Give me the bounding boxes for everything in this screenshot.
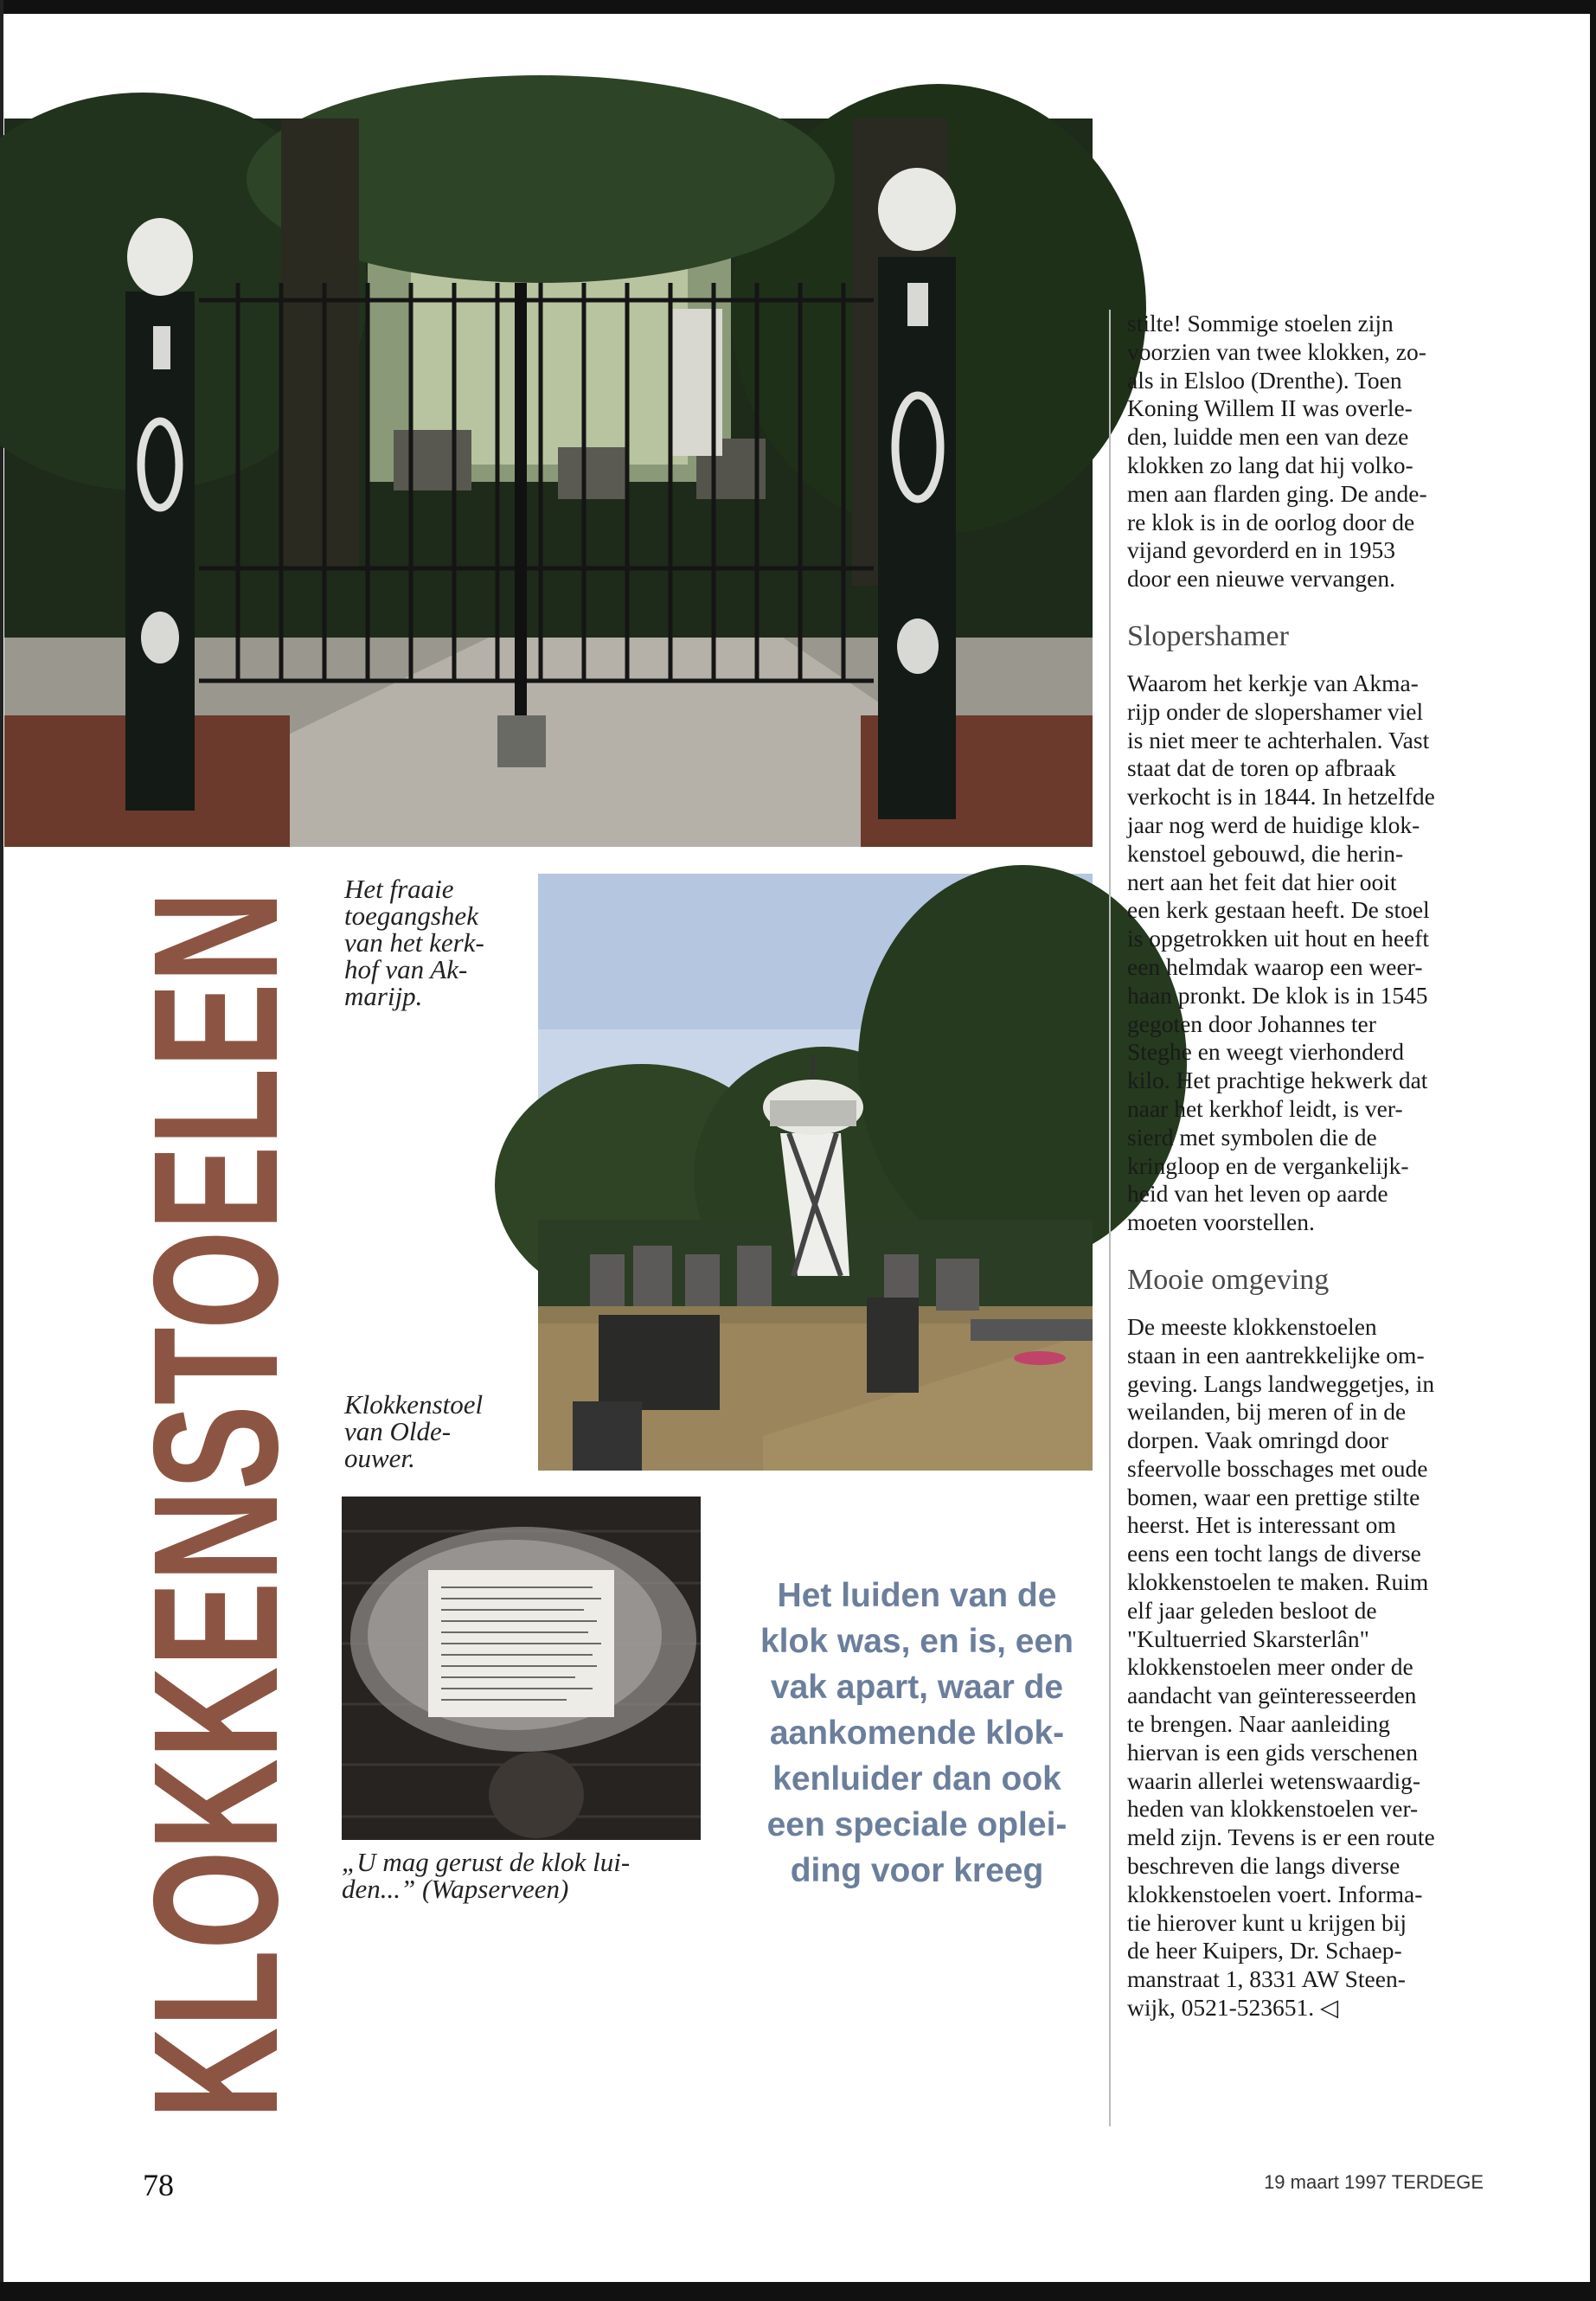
page-number: 78	[143, 2168, 174, 2202]
top-border	[0, 0, 1596, 14]
article-intro: stilte! Sommige stoelen zijn voorzien van twee klokken, zo- als in Elsloo (Drenthe). Toen Koning Willem II was overle- den, luidde men een van deze klokken zo lang dat hij volko- men aan flarden ging. De ande- re klok is in de oorlog door de vijand gevorderd en in 1953 door een nieuwe vervangen.	[1127, 310, 1427, 593]
article-body-2: De meeste klokkenstoelen staan in een aantrekkelijke om- geving. Langs landweggetjes, in weilanden, bij meren of in de dorpen. Vaak omringd door sfeervolle bosschages met oude bomen, waar een prettige stilte heerst. Het is interessant om eens een tocht langs de diverse klokkenstoelen te maken. Ruim elf jaar geleden besloot de "Kultuerried Skarsterlân" klokkenstoelen meer onder de aandacht van geïnteresseerden te brengen. Naar aanleiding hiervan is een gids verschenen waarin allerlei wetenswaardig- heden van klokkenstoelen ver- meld zijn. Tevens is er een route beschreven die langs diverse klokkenstoelen voert. Informa- tie hierover kunt u krijgen bij de heer Kuipers, Dr. Schaep- manstraat 1, 8331 AW Steen- wijk, 0521-523651. ◁	[1127, 1312, 1435, 2022]
vertical-title	[117, 407, 315, 2119]
caption-notice: „U mag gerust de klok lui- den...” (Wapserveen)	[342, 1847, 631, 1904]
photo-bell-tower	[538, 874, 1093, 1471]
section-heading-slopershamer: Slopershamer	[1127, 619, 1289, 652]
caption-gate: Het fraaie toegangshek van het kerk- hof van Ak- marijp.	[344, 874, 484, 1011]
bottom-border	[0, 2282, 1596, 2301]
caption-tower: Klokkenstoel van Olde- ouwer.	[344, 1389, 484, 1473]
article-body-1: Waarom het kerkje van Akma- rijp onder de slopershamer viel is niet meer te achterhalen. Vast staat dat de toren op afbraak verkocht is in 1844. In hetzelfde jaar nog werd de huidige klok- kenstoel gebouwd, die herin- nert aan het feit dat hier ooit een kerk gestaan heeft. De stoel is opgetrokken uit hout en heeft een helmdak waarop een weer- haan pronkt. De klok is in 1545 gegoten door Johannes ter Steghe en weegt vierhonderd kilo. Het prachtige hekwerk dat naar het kerkhof leidt, is ver- sierd met symbolen die de kringloop en de vergankelijk- heid van het leven op aarde moeten voorstellen.	[1127, 669, 1435, 1236]
column-rule	[1109, 310, 1111, 2126]
right-border	[1590, 0, 1596, 2301]
article-column	[1127, 310, 1490, 2022]
issue-footer: 19 maart 1997 TERDEGE	[1264, 2171, 1484, 2193]
section-heading-mooie-omgeving: Mooie omgeving	[1127, 1263, 1330, 1296]
photo-notice	[342, 1497, 701, 1840]
pull-quote: Het luiden van de klok was, en is, een vak apart, waar de aankomende klok- kenluider dan ook een speciale oplei- ding voor kreeg	[760, 1577, 1074, 1889]
vertical-title-text: KLOKKENSTOELEN	[117, 407, 315, 2119]
photo-cemetery-gate	[4, 119, 1093, 847]
